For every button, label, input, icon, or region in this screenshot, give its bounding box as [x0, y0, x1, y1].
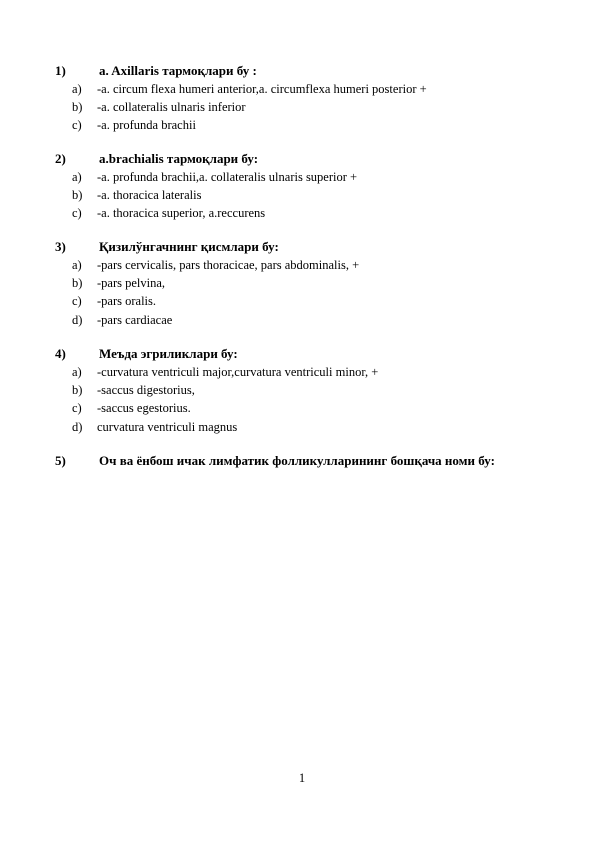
question-header	[55, 345, 555, 363]
option-letter: d)	[72, 312, 83, 327]
question-title: Қизилўнгачнинг қисмлари бу:	[99, 239, 279, 254]
option-item	[55, 168, 555, 186]
option-item	[55, 363, 555, 381]
question-title: a.brachialis тармоқлари бу:	[99, 151, 259, 166]
question-number: 1)	[55, 63, 66, 78]
question-header	[55, 62, 555, 80]
option-text: -a. collateralis ulnaris inferior	[97, 100, 246, 115]
option-item	[55, 116, 555, 134]
option-list	[55, 80, 555, 135]
option-item	[55, 381, 555, 399]
option-text: -pars cardiacae	[97, 312, 173, 327]
option-letter: c)	[72, 294, 82, 309]
question-title: Оч ва ёнбош ичак лимфатик фолликулларининг бошқача номи бу:	[99, 453, 495, 468]
option-letter: c)	[72, 206, 82, 221]
option-item	[55, 98, 555, 116]
question-number: 4)	[55, 346, 66, 361]
question-number: 2)	[55, 151, 66, 166]
option-letter: a)	[72, 365, 82, 379]
option-text: -curvatura ventriculi major,curvatura ventriculi minor, +	[97, 365, 379, 379]
option-item	[55, 256, 555, 274]
option-letter: d)	[72, 419, 83, 434]
option-item	[55, 204, 555, 222]
option-text: -saccus egestorius.	[97, 401, 191, 416]
option-letter: b)	[72, 188, 83, 203]
option-text: curvatura ventriculi magnus	[97, 419, 238, 434]
option-item	[55, 311, 555, 329]
question-header	[55, 452, 555, 470]
option-text: -pars cervicalis, pars thoracicae, pars abdominalis, +	[97, 258, 360, 272]
option-item	[55, 418, 555, 436]
option-item	[55, 80, 555, 98]
option-letter: b)	[72, 383, 83, 398]
option-item	[55, 274, 555, 292]
question-number: 5)	[55, 453, 66, 468]
option-text: -a. circum flexa humeri anterior,a. circumflexa humeri posterior +	[97, 82, 427, 96]
option-list	[55, 168, 555, 223]
option-letter: c)	[72, 401, 82, 416]
question-title: a. Axillaris тармоқлари бу :	[99, 63, 257, 78]
page-number: 1	[298, 771, 306, 785]
option-letter: a)	[72, 258, 82, 272]
option-text: -saccus digestorius,	[97, 383, 195, 398]
option-item	[55, 399, 555, 417]
question-1	[55, 62, 555, 135]
question-number: 3)	[55, 239, 66, 254]
option-letter: c)	[72, 118, 82, 133]
question-5	[55, 452, 555, 470]
option-letter: a)	[72, 170, 82, 184]
question-header	[55, 150, 555, 168]
question-3	[55, 238, 555, 329]
option-list	[55, 256, 555, 329]
option-letter: a)	[72, 82, 82, 96]
option-text: -pars pelvina,	[97, 276, 166, 291]
option-text: -pars oralis.	[97, 294, 157, 309]
option-letter: b)	[72, 276, 83, 291]
option-list	[55, 363, 555, 436]
option-letter: b)	[72, 100, 83, 115]
option-item	[55, 186, 555, 204]
option-text: -a. thoracica lateralis	[97, 188, 202, 203]
option-text: -a. profunda brachii,a. collateralis ulnaris superior +	[97, 170, 358, 184]
question-2	[55, 150, 555, 223]
question-4	[55, 345, 555, 436]
question-title: Меъда эгриликлари бу:	[99, 346, 238, 361]
option-item	[55, 292, 555, 310]
option-text: -a. thoracica superior, a.reccurens	[97, 206, 266, 221]
option-text: -a. profunda brachii	[97, 118, 196, 133]
question-header	[55, 238, 555, 256]
